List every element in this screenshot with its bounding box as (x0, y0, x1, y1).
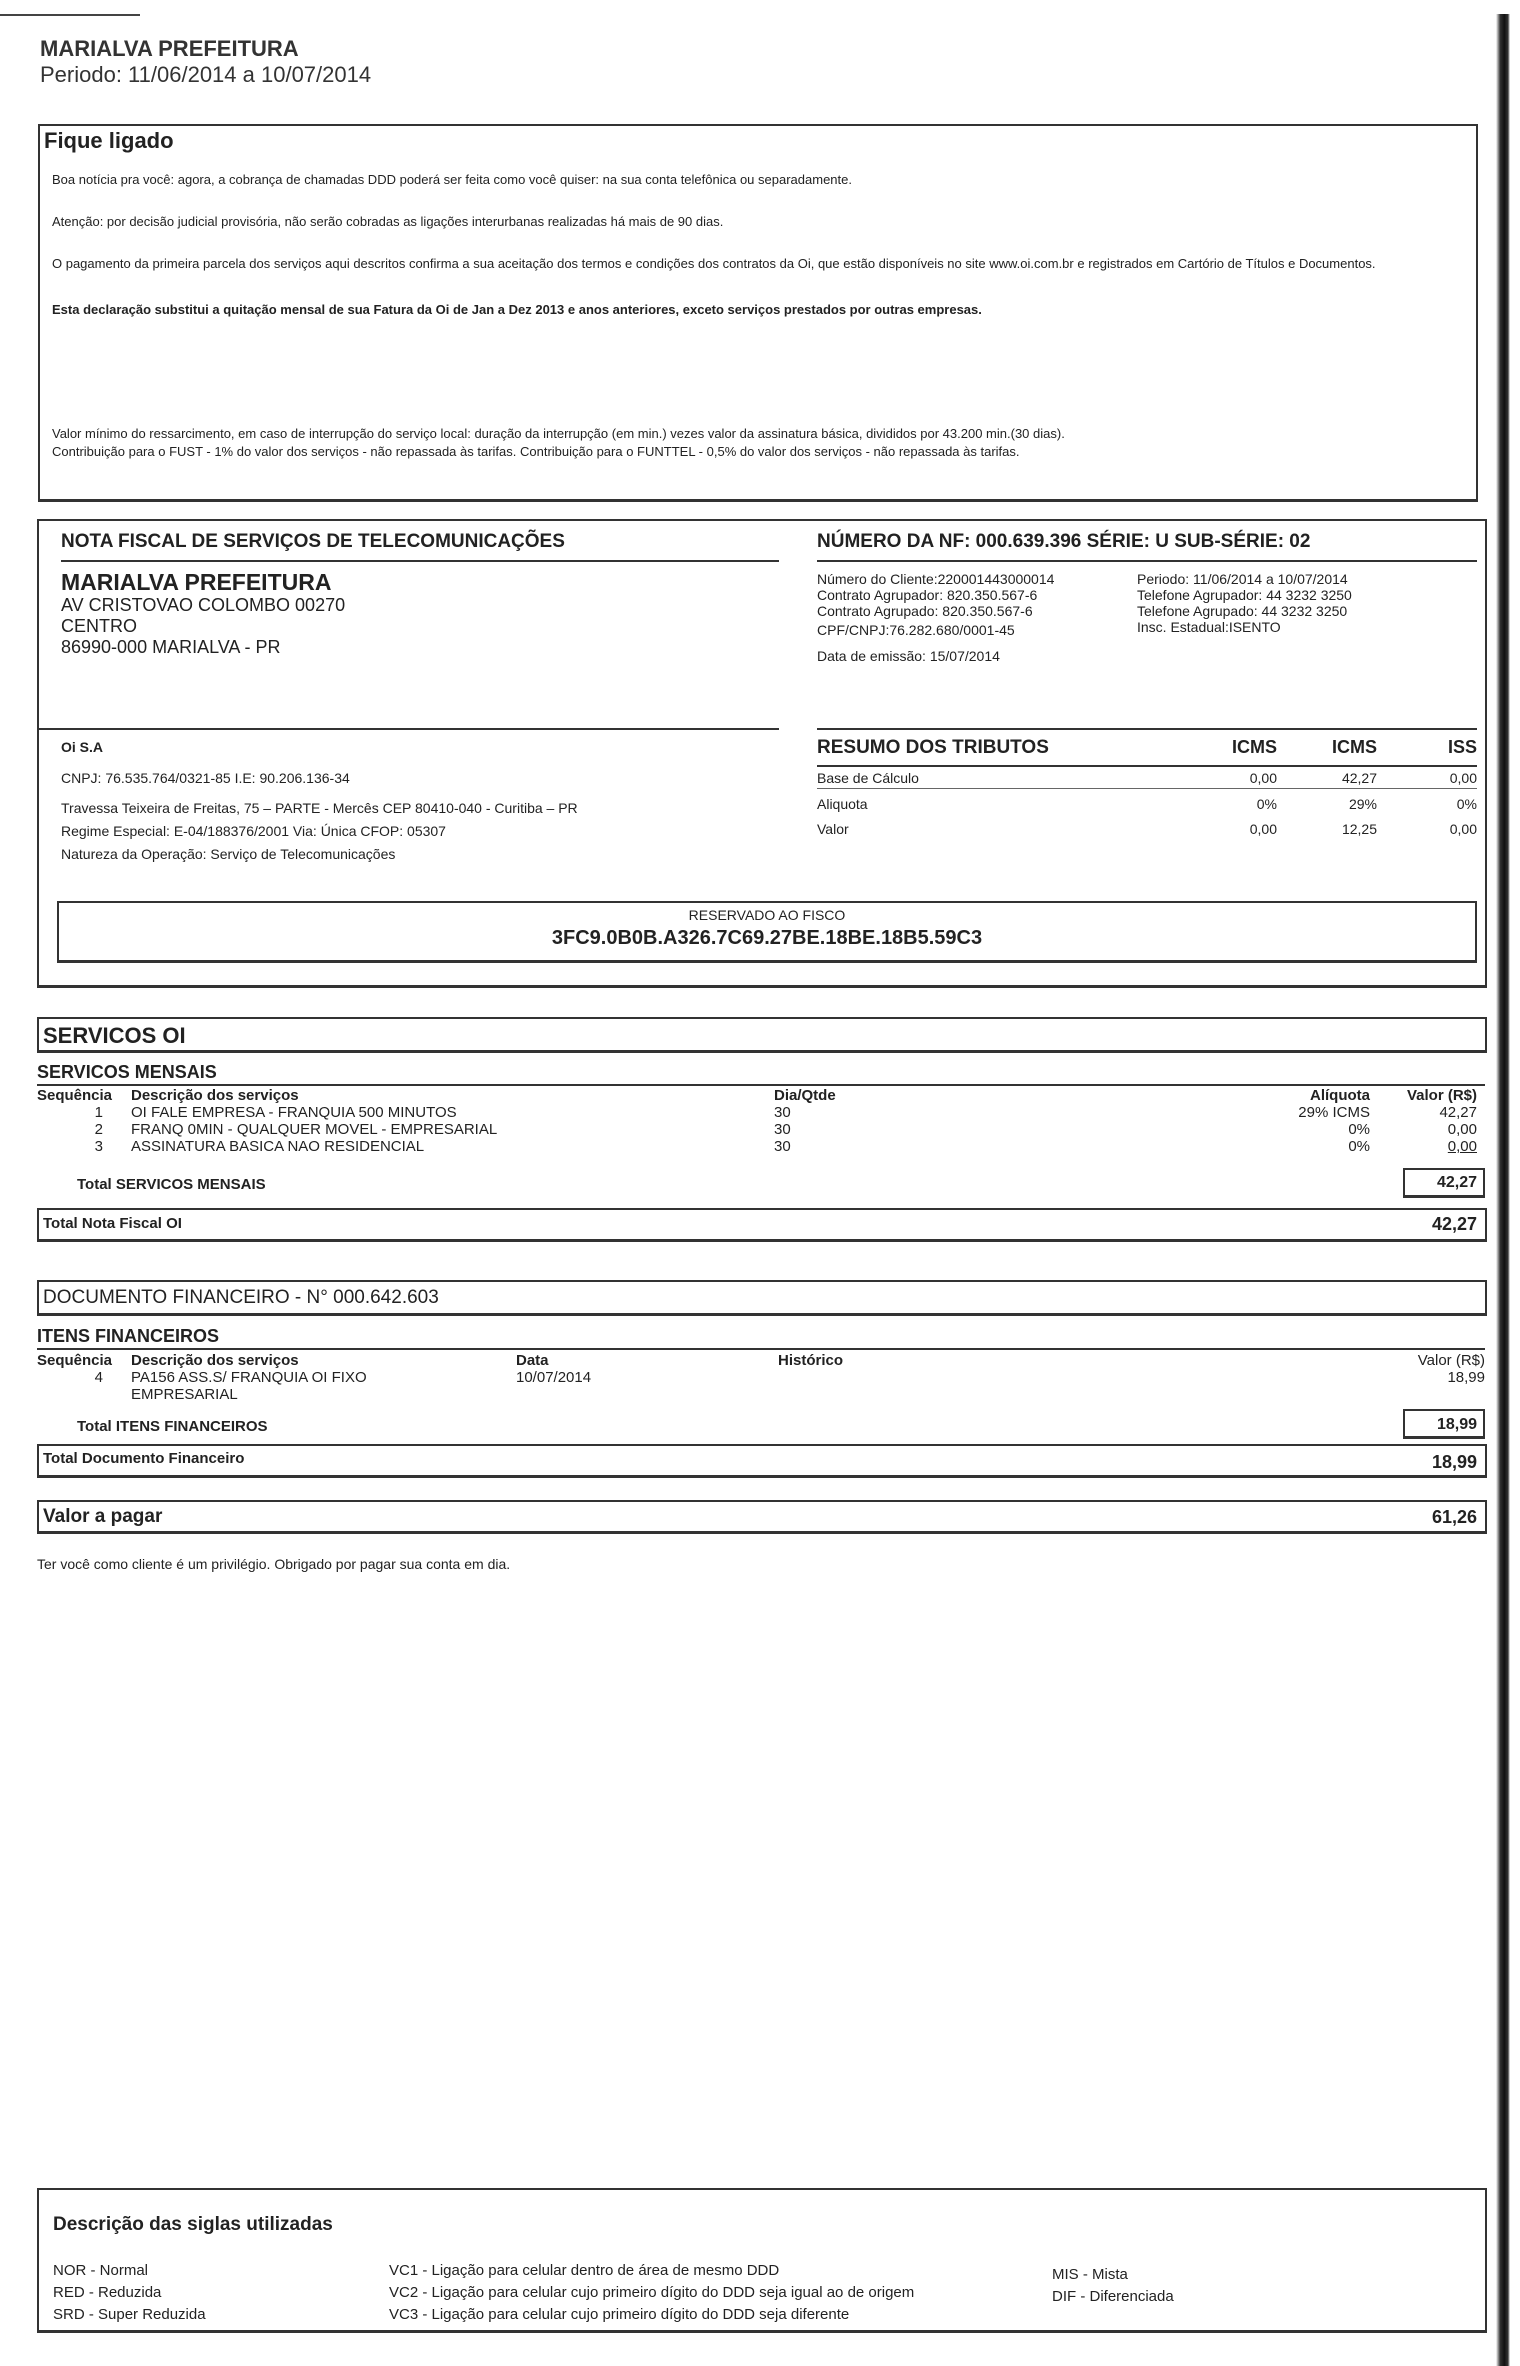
cell-value: 0,00 (1447, 1138, 1477, 1155)
services-total-label: Total SERVICOS MENSAIS (77, 1176, 266, 1193)
operation-nature: Natureza da Operação: Serviço de Telecomunicações (61, 846, 396, 862)
issuer-name: Oi S.A (61, 739, 104, 755)
cell-desc (117, 1369, 516, 1403)
notice-text-6: Contribuição para o FUST - 1% do valor dos serviços - não repassada às tarifas. Contribuição para o FUNTTEL - 0,5% do valor dos serviços - não repassada às tarifas. (52, 444, 1020, 459)
period: Periodo: 11/06/2014 a 10/07/2014 (1137, 571, 1348, 587)
fisco-code: 3FC9.0B0B.A326.7C69.27BE.18BE.18B5.59C3 (551, 927, 983, 949)
cell-seq: 4 (94, 1369, 103, 1386)
cell-desc: FRANQ 0MIN - QUALQUER MOVEL - EMPRESARIAL (131, 1121, 498, 1138)
cell-value: 0,00 (1447, 1121, 1477, 1138)
divider (817, 728, 1477, 730)
financial-section-header (37, 1280, 1487, 1316)
divider (37, 1084, 1485, 1086)
financial-section-title: DOCUMENTO FINANCEIRO - N° 000.642.603 (43, 1287, 439, 1308)
col-value: Valor (R$) (1417, 1352, 1485, 1369)
emission-date: Data de emissão: 15/07/2014 (817, 648, 1000, 664)
tax-value: 0% (1456, 796, 1477, 812)
services-table (37, 1087, 1485, 1155)
tax-value: 12,25 (1341, 821, 1377, 837)
tax-value: 29% (1348, 796, 1377, 812)
address-line-2: CENTRO (61, 616, 137, 636)
divider (37, 1348, 1485, 1350)
col-seq: Sequência (37, 1352, 113, 1369)
tax-col-header: ISS (1447, 737, 1477, 757)
glossary-item: MIS - Mista (1052, 2266, 1128, 2283)
client-info-left (817, 571, 1054, 664)
financial-doc-total-value: 18,99 (1431, 1452, 1477, 1472)
notice-text-2: Atenção: por decisão judicial provisória, não serão cobradas as ligações interurbanas realizadas há mais de 90 dias. (52, 214, 724, 229)
cell-desc-line: PA156 ASS.S/ FRANQUIA OI FIXO (131, 1369, 367, 1386)
cell-rate: 0% (1348, 1121, 1370, 1138)
tax-row (817, 819, 1477, 839)
nota-total-box (37, 1208, 1487, 1242)
notice-text-4: Esta declaração substitui a quitação mensal de sua Fatura da Oi de Jan a Dez 2013 e anos anteriores, exceto serviços prestados por outras empresas. (52, 302, 982, 317)
tax-row-label: Base de Cálculo (817, 769, 919, 786)
cell-seq: 1 (94, 1104, 103, 1121)
glossary-col-1 (53, 2260, 206, 2326)
state-registration: Insc. Estadual:ISENTO (1137, 619, 1281, 635)
services-total-value-box (1403, 1168, 1485, 1198)
tax-value: 0,00 (1449, 769, 1477, 786)
divider (61, 560, 779, 562)
glossary-col-3 (1052, 2264, 1174, 2308)
amount-due-label: Valor a pagar (43, 1506, 163, 1527)
col-desc: Descrição dos serviços (131, 1352, 299, 1369)
col-seq: Sequência (37, 1087, 113, 1104)
glossary-item: VC2 - Ligação para celular cujo primeiro dígito do DDD seja igual ao de origem (389, 2284, 915, 2301)
nota-fiscal-title: NOTA FISCAL DE SERVIÇOS DE TELECOMUNICAÇÕES (61, 531, 565, 552)
glossary-item: NOR - Normal (53, 2262, 149, 2279)
amount-due-value: 61,26 (1431, 1507, 1477, 1527)
contract-grouper: Contrato Agrupador: 820.350.567-6 (817, 587, 1038, 603)
nota-total-value: 42,27 (1431, 1214, 1477, 1234)
tax-row-label: Aliquota (817, 796, 868, 812)
customer-name: MARIALVA PREFEITURA (40, 36, 299, 61)
financial-subsection-title: ITENS FINANCEIROS (37, 1326, 220, 1346)
phone-grouper: Telefone Agrupador: 44 3232 3250 (1137, 587, 1352, 603)
services-subsection-title: SERVICOS MENSAIS (37, 1062, 217, 1082)
glossary-item: RED - Reduzida (53, 2284, 162, 2301)
divider (817, 560, 1477, 562)
col-rate: Alíquota (1310, 1087, 1370, 1104)
glossary-title: Descrição das siglas utilizadas (53, 2214, 333, 2235)
financial-doc-total-label: Total Documento Financeiro (43, 1450, 245, 1467)
col-date: Data (516, 1352, 549, 1369)
cell-qty: 30 (774, 1138, 791, 1155)
tax-value: 0,00 (1249, 769, 1277, 786)
financial-doc-total-box (37, 1444, 1487, 1478)
tax-row-label: Valor (817, 821, 849, 837)
nota-total-label: Total Nota Fiscal OI (43, 1215, 182, 1232)
contract-grouped: Contrato Agrupado: 820.350.567-6 (817, 603, 1033, 619)
tax-row (817, 767, 1477, 788)
financial-total-value-box (1403, 1409, 1485, 1439)
issuer-address: Travessa Teixeira de Freitas, 75 – PARTE - Mercês CEP 80410-040 - Curitiba – PR (61, 800, 578, 816)
cell-seq: 2 (94, 1121, 103, 1138)
financial-total-value: 18,99 (1436, 1416, 1477, 1433)
client-info-right (1137, 571, 1352, 635)
col-qty: Dia/Qtde (774, 1087, 836, 1104)
cell-date: 10/07/2014 (516, 1369, 592, 1386)
issuer-regime: Regime Especial: E-04/188376/2001 Via: Única CFOP: 05307 (61, 823, 446, 839)
customer-address-block (61, 569, 345, 658)
cell-history (778, 1369, 1378, 1403)
glossary-col-2 (389, 2260, 914, 2326)
issuer-block (61, 737, 578, 862)
table-row (37, 1104, 1485, 1121)
cell-qty: 30 (774, 1121, 791, 1138)
cpf-cnpj: CPF/CNPJ:76.282.680/0001-45 (817, 622, 1015, 638)
phone-grouped: Telefone Agrupado: 44 3232 3250 (1137, 603, 1348, 619)
tax-value: 0,00 (1249, 821, 1277, 837)
financial-table (37, 1352, 1485, 1403)
financial-total-label: Total ITENS FINANCEIROS (77, 1418, 268, 1435)
tax-summary-title: RESUMO DOS TRIBUTOS (817, 737, 1049, 758)
divider (39, 728, 779, 730)
tax-value: 0,00 (1449, 821, 1477, 837)
issuer-cnpj: CNPJ: 76.535.764/0321-85 I.E: 90.206.136-34 (61, 770, 350, 786)
thank-you-message: Ter você como cliente é um privilégio. Obrigado por pagar sua conta em dia. (37, 1556, 511, 1572)
address-line-3: 86990-000 MARIALVA - PR (61, 637, 281, 657)
page-header (40, 36, 371, 88)
cell-seq: 3 (94, 1138, 103, 1155)
fisco-label: RESERVADO AO FISCO (688, 907, 846, 923)
table-header (37, 1087, 1485, 1104)
col-desc: Descrição dos serviços (131, 1087, 299, 1104)
table-row (37, 1121, 1485, 1138)
client-number: Número do Cliente:220001443000014 (817, 571, 1055, 587)
cell-rate: 0% (1348, 1138, 1370, 1155)
notice-text-5: Valor mínimo do ressarcimento, em caso de interrupção do serviço local: duração da interrupção (em min.) vezes valor da assinatura básica, divididos por 43.200 min.(30 dias). (52, 426, 1065, 441)
glossary-item: SRD - Super Reduzida (53, 2306, 206, 2323)
cell-rate: 29% ICMS (1298, 1104, 1370, 1121)
amount-due-box (37, 1500, 1487, 1534)
notice-text-1: Boa notícia pra você: agora, a cobrança de chamadas DDD poderá ser feita como você quiser: na sua conta telefônica ou separadamente. (52, 172, 852, 187)
glossary-item: DIF - Diferenciada (1052, 2288, 1174, 2305)
scan-edge (1496, 14, 1510, 2366)
notice-box (38, 124, 1478, 502)
tax-col-header: ICMS (1332, 737, 1377, 757)
cell-desc-line: EMPRESARIAL (131, 1386, 238, 1403)
tax-value: 0% (1256, 796, 1277, 812)
table-row (37, 1369, 1485, 1403)
tax-row (817, 789, 1477, 819)
notice-text-3: O pagamento da primeira parcela dos serviços aqui descritos confirma a sua aceitação dos termos e condições dos contratos da Oi, que estão disponíveis no site www.oi.com.br e registrados em Cartório de Títulos e Documentos. (52, 256, 1376, 271)
nf-number: NÚMERO DA NF: 000.639.396 SÉRIE: U SUB-SÉRIE: 02 (817, 531, 1311, 552)
cell-desc: OI FALE EMPRESA - FRANQUIA 500 MINUTOS (131, 1104, 457, 1121)
col-history: Histórico (778, 1352, 844, 1369)
cell-qty: 30 (774, 1104, 791, 1121)
cell-desc: ASSINATURA BASICA NAO RESIDENCIAL (131, 1138, 425, 1155)
services-total-value: 42,27 (1436, 1174, 1477, 1191)
table-row (37, 1138, 1485, 1155)
scan-top-rule (0, 14, 140, 16)
tax-value: 42,27 (1341, 769, 1377, 786)
services-section-title: SERVICOS OI (43, 1023, 186, 1048)
glossary-item: VC3 - Ligação para celular cujo primeiro dígito do DDD seja diferente (389, 2306, 850, 2323)
tax-summary (817, 737, 1477, 839)
cell-value: 18,99 (1447, 1369, 1485, 1386)
col-value: Valor (R$) (1406, 1087, 1477, 1104)
address-line-1: AV CRISTOVAO COLOMBO 00270 (61, 595, 346, 615)
notice-title: Fique ligado (44, 128, 174, 153)
glossary-box (37, 2188, 1487, 2333)
cell-value: 42,27 (1439, 1104, 1477, 1121)
tax-col-header: ICMS (1232, 737, 1277, 757)
fisco-box (57, 901, 1477, 963)
table-header (37, 1352, 1485, 1369)
services-section-header (37, 1017, 1487, 1053)
glossary-item: VC1 - Ligação para celular dentro de área de mesmo DDD (389, 2262, 780, 2279)
billing-period: Periodo: 11/06/2014 a 10/07/2014 (40, 62, 372, 87)
customer-name: MARIALVA PREFEITURA (61, 569, 332, 595)
nota-fiscal-box (37, 519, 1487, 988)
